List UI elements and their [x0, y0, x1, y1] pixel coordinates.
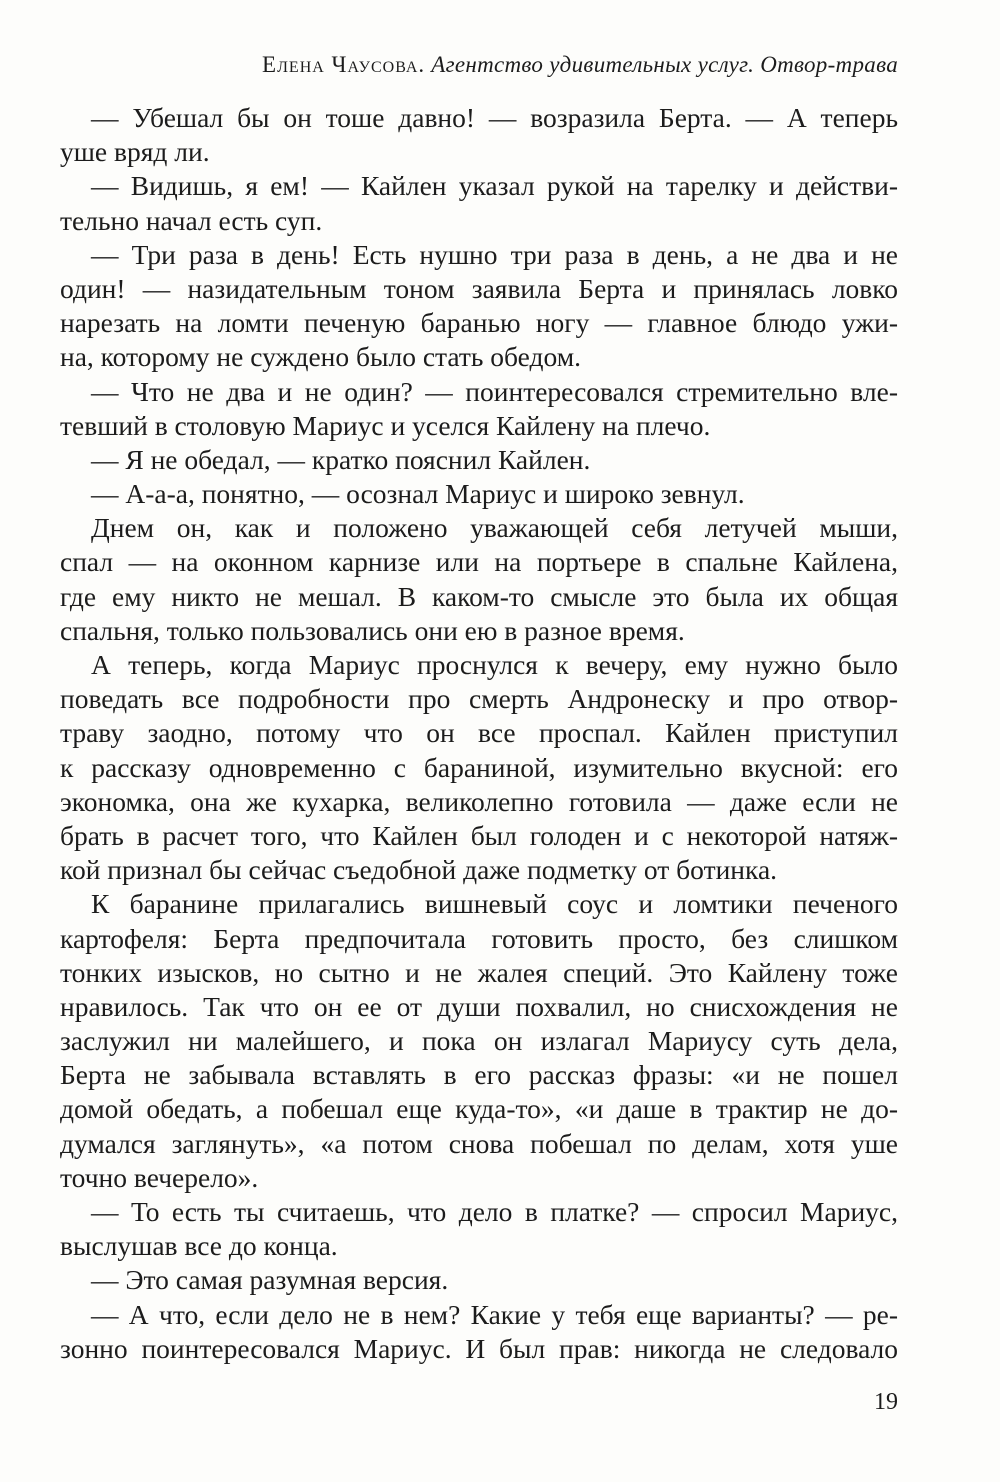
text-line: экономка, она же кухарка, великолепно готовила — даже если не [60, 785, 898, 817]
text-line: кой признал бы сейчас съедобной даже подметку от ботинка. [60, 854, 778, 886]
body-text [60, 101, 898, 1366]
text-line: тевший в столовую Мариус и уселся Кайлену на плечо. [60, 409, 711, 441]
text-line: выслушав все до конца. [60, 1230, 338, 1262]
text-line: — А что, если дело не в нем? Какие у тебя еще варианты? — ре- [91, 1298, 898, 1330]
text-line: заслужил ни малейшего, и пока он излагал Мариусу суть дела, [60, 1025, 898, 1057]
text-line: — Это самая разумная версия. [91, 1264, 449, 1296]
text-line: А теперь, когда Мариус проснулся к вечеру, ему нужно было [91, 649, 898, 680]
text-line: зонно поинтересовался Мариус. И был прав: никогда не следовало [60, 1332, 898, 1364]
text-line: тельно начал есть суп. [60, 204, 323, 236]
text-line: где ему никто не мешал. В каком-то смысле это была их общая [60, 580, 898, 612]
running-header [60, 50, 898, 80]
header-author: Елена Чаусова. [262, 52, 426, 77]
text-line: тонких изысков, но сытно и не жалея специй. Это Кайлену тоже [60, 956, 898, 988]
text-line: траву заодно, потому что он все проспал. Кайлен приступил [60, 717, 898, 749]
header-title: Агентство удивительных услуг. Отвор-трава [431, 52, 898, 77]
text-line: уше вряд ли. [60, 136, 210, 168]
text-line: — То есть ты считаешь, что дело в платке? — спросил Мариус, [91, 1196, 898, 1227]
text-line: К баранине прилагались вишневый соус и ломтики печеного [91, 888, 898, 920]
text-line: на, которому не суждено было стать обедом. [60, 341, 582, 373]
text-line: — Что не два и не один? — поинтересовался стремительно вле- [91, 375, 898, 407]
text-line: точно вечерело». [60, 1161, 259, 1193]
text-line: нарезать на ломти печеную баранью ногу — главное блюдо ужи- [60, 307, 898, 339]
text-line: нравилось. Так что он ее от души похвалил, но снисхождения не [60, 990, 898, 1022]
text-line: — Убешал бы он тоше давно! — возразила Берта. — А теперь [91, 102, 898, 133]
text-line: картофеля: Берта предпочитала готовить просто, без слишком [60, 922, 898, 954]
text-line: — Я не обедал, — кратко пояснил Кайлен. [91, 443, 591, 475]
text-line: спальня, только пользовались они ею в разное время. [60, 614, 685, 646]
text-line: поведать все подробности про смерть Андронеску и про отвор- [60, 683, 898, 715]
text-line: домой обедать, а побешал еще куда-то», «и даше в трактир не до- [60, 1093, 898, 1125]
text-line: думался заглянуть», «а потом снова побешал по делам, хотя уше [60, 1127, 898, 1159]
text-line: Днем он, как и положено уважающей себя летучей мыши, [91, 512, 898, 544]
text-line: — А-а-а, понятно, — осознал Мариус и широко зевнул. [91, 478, 745, 510]
text-line: к рассказу одновременно с бараниной, изумительно вкусной: его [60, 751, 898, 783]
text-line: — Три раза в день! Есть нушно три раза в день, а не два и не [91, 238, 898, 270]
text-line: — Видишь, я ем! — Кайлен указал рукой на тарелку и действи- [91, 170, 898, 202]
text-line: один! — назидательным тоном заявила Берта и принялась ловко [60, 272, 898, 304]
text-line: Берта не забывала вставлять в его рассказ фразы: «и не пошел [60, 1059, 898, 1091]
text-line: спал — на оконном карнизе или на портьере в спальне Кайлена, [60, 546, 898, 578]
text-line: брать в расчет того, что Кайлен был голоден и с некоторой натяж- [60, 819, 898, 851]
page-number: 19 [874, 1389, 898, 1415]
